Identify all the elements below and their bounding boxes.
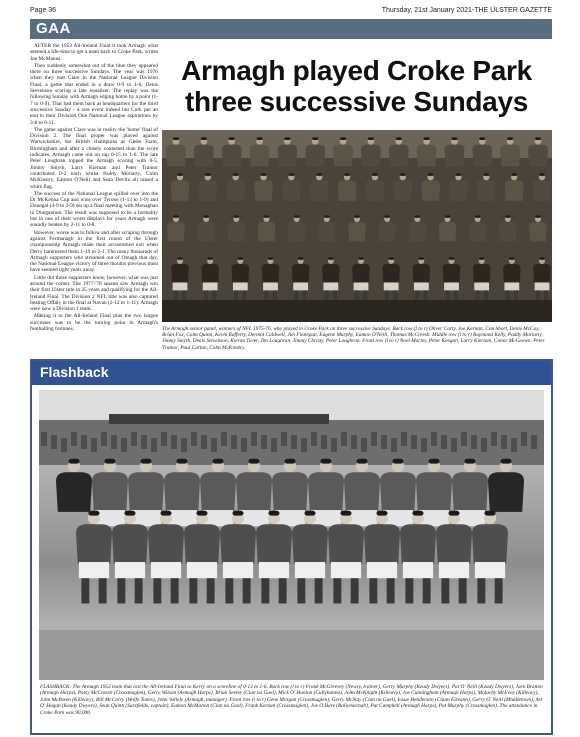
headline — [161, 55, 552, 117]
headline-line-2: three successive Sundays — [185, 86, 528, 117]
article-paragraph: Then suddenly somewhat out of the blue they appeared there on three successive Sundays. The year was 1976 when they met Clare in the National League Division Final, a game that ended in a draw 0-9 to 1-6, Denis Stevenson scoring a late equaliser. The replay was the following Sunday with Armagh edging home by a point (1-7 to 0-9). That had them back at headquarters for the third successive Sunday - a rare event indeed but Cork put an end to their Division One National League aspirations by 3-8 to 0-11. — [30, 62, 158, 126]
headline-line-1: Armagh played Croke Park — [181, 55, 532, 86]
article-paragraph: Little did those supporters know, however, what was just around the corner. The 1977-'78 season saw Armagh win their first Ulster title in 25 years and qualifying for the All-Ireland Final. The Division 2 NFL title was also captured beating Offaly in the final at Navan (2-12 to 1-11). Armagh were now a Division 1 team. — [30, 274, 158, 313]
article-paragraph: However, worse was to follow and after scraping through against Fermanagh in the first round of the Ulster championship Armagh made their accustomed exit when Derry hammered them 1-19 to 2-1. The many thousands of Armagh supporters who streamed out of Omagh that day, the National League victory of three months previous must have seemed light years away. — [30, 229, 158, 274]
article-paragraph: Making it to the All-Ireland Final plus the two league successes was to be the turning point in Armagh's footballing fortunes. — [30, 313, 158, 333]
date-line: Thursday, 21st January 2021-THE ULSTER GAZETTE — [381, 7, 552, 14]
flashback-title-bar — [32, 361, 551, 385]
team-photo-1953-drawing — [39, 390, 544, 680]
article-body — [30, 43, 158, 358]
article-paragraph: AFTER the 1953 All-Ireland Final it took Armagh what seemed a life-time to get a team back to Croke Park, writes Joe McManus. — [30, 43, 158, 62]
page-number: Page 36 — [30, 7, 57, 14]
article-paragraph: The game against Clare was in reality the 'home' final of Division 2. The final proper was played against Warwickshire, the British champions at Glebe Farm, Birmingham and after a closely contested than the score indicates, Armagh came out on top 0-15 to 1-6. The late Peter Loughran topped the Armagh scoring with 0-5, Jimmy Smyth, Larry Kiernan and Peter Trainor contributed 0-2 each whilst Paddy Moriarty, Colm McKinstry, Eamon O'Neill and Sean Devlin all raised a white flag. — [30, 126, 158, 190]
flashback-title: Flashback — [40, 364, 109, 380]
team-photo-1953 — [39, 390, 544, 680]
player-figure — [488, 459, 524, 512]
page-header — [30, 6, 552, 18]
player-figure — [56, 459, 92, 512]
flashback-caption: FLASHBACK: The Armagh 1953 team that lost the All-Ireland Final to Kerry on a scoreline of 0-13 to 1-6. Back row (l to r) Frank McGreevey (Newry, trainer), Gerry Murphy (Keady Dwyers), Pat O' Neill (Keady Dwyers), Jack Bratton (Armagh Harps), Patsy McCreesh (Crossmaglen), Gerry Wilson (Armagh Harps), Brian Seeley (Clan na Gael), Mick O' Hanlon (Cullyhanna), John McKnight (Killeavy), Joe Cunningham (Armagh Harps), Malachy McEvoy (Killeavy), John McBreen (Killeavy), Bill McCorry (Wolfe Tones), John Vallely (Armagh, manager). Front row (l to r) Gene Morgan (Crossmaglen), Gerry McStay (Clan na Gael), Iosue Henderson (Clann Eireann), Gerry O' Neill (Middletown), Art O' Hagan (Keady Dwyers), Sean Quinn (Sarsfields, captain), Eamon McMahon (Clan na Gael), Frank Kernan (Crossmaglen), Joe O'Hare (Ballymacnab), Pat Campbell (Armagh Harps), Pat Murphy (Crossmaglen). The attendance in Croke Park was 90,000. — [40, 684, 543, 716]
team-photo-1976-drawing — [162, 130, 552, 322]
article-paragraph: The success of the National League spilled over into the Dr McKenna Cup and wins over Tyrone (1-13 to 1-9) and Donegal (4-9 to 2-9) set up a final meeting with Monaghan in Dungannon. The result was supposed to be a formality but in one of their worst displays for years Armagh were soundly beaten by 2-11 to 0-8. — [30, 190, 158, 229]
flashback-panel — [30, 359, 553, 735]
team-photo-1976 — [162, 130, 552, 322]
photo-caption-1976: The Armagh senior panel, winners of NFL 1975-76, who played in Croke Park on three successive Sundays. Back row (l to r) Oliver Carty, Joe Kernan, Con Short, Denis McCoy, Brian Fox, Colm Quinn, Kevin Rafferty, Dermot Caldwell, Jim Finnegan, Eugene Murphy, Eamon O'Neill, Thomas McCreesh. Middle row (l to r) Raymond Kelly, Paddy Moriarty, Jimmy Smyth, Denis Stevenson, Kieran Tover, Jim Loughran, Jimmy Christy, Peter Loughran. Front row (l to r) Noel Marley, Peter Keegan, Larry Kiernan, Conor McGeown, Peter Trainor, Paul Carlan, Colm McKinstry. — [162, 326, 545, 351]
section-label: GAA — [36, 20, 71, 37]
section-bar — [30, 19, 552, 39]
